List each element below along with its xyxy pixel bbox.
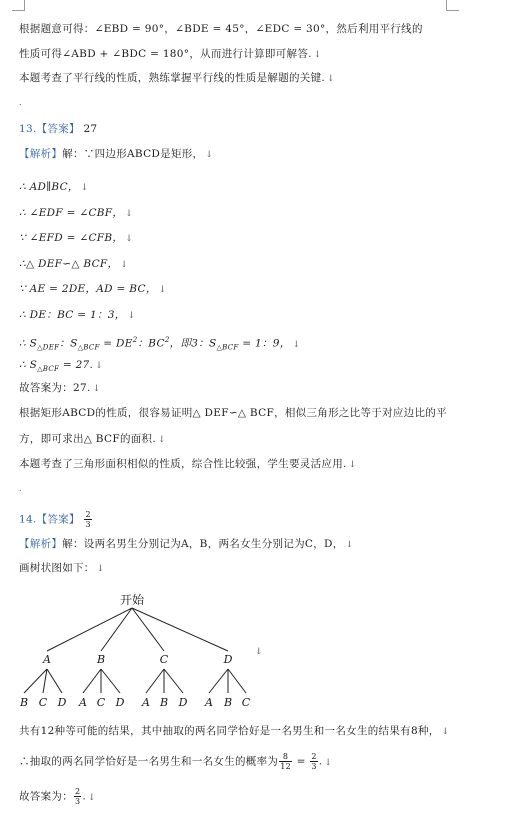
paragraph-mark: ↓	[95, 361, 104, 371]
text-line	[19, 724, 449, 739]
area-ratio-line	[19, 333, 300, 355]
step-text: ∵ ∠EFD = ∠CFB，	[19, 232, 124, 244]
text-line	[19, 561, 104, 576]
line-text: .	[318, 755, 323, 768]
line-text: 故答案为：	[19, 790, 73, 803]
tree-branch-line	[47, 608, 132, 651]
superscript: 2	[164, 336, 170, 344]
question-number: 14.	[19, 513, 37, 526]
tree-branch-line	[146, 669, 164, 693]
step-line	[19, 257, 128, 272]
page-corner-left	[12, 0, 25, 11]
tree-node-level2: B	[19, 696, 29, 709]
tree-node-level2: B	[223, 696, 233, 709]
tree-node-level2: A	[142, 696, 150, 709]
fraction-numerator: 2	[85, 510, 91, 519]
line-text: =	[292, 755, 310, 768]
tree-node-level1: B	[96, 653, 106, 666]
paragraph-mark: ↓	[127, 311, 136, 321]
step-line	[19, 180, 89, 195]
step-text: ∴ ∠EDF = ∠CBF，	[19, 207, 124, 219]
step-line	[19, 282, 166, 297]
tree-node-level2: A	[79, 696, 87, 709]
step-text: ∴ DE：BC = 1：3，	[19, 309, 126, 321]
analysis-text: 解：∵四边形ABCD是矩形，	[62, 148, 204, 160]
tree-node-level2: B	[159, 696, 169, 709]
text-line	[19, 432, 166, 447]
superscript: 2	[132, 336, 138, 344]
tree-branch-line	[132, 608, 164, 651]
subscript: △BCF	[77, 343, 100, 352]
question-14-analysis	[19, 537, 353, 552]
text-line	[19, 71, 335, 86]
tree-node-level2: A	[205, 696, 213, 709]
step-text: ：BC	[137, 337, 165, 350]
paragraph-mark: ↓	[345, 540, 354, 550]
analysis-text: 解：设两名男生分别记为A，B，两名女生分别记为C，D，	[62, 538, 344, 550]
text-line	[19, 406, 447, 420]
tree-node-level1: C	[159, 653, 169, 666]
line-text: 根据题意可得：∠EBD = 90°，∠BDE = 45°，∠EDC = 30°，然后利用平行线的	[19, 23, 423, 35]
fraction	[74, 787, 81, 806]
paragraph-mark: ↓	[125, 234, 134, 244]
paragraph-mark: ↓	[292, 339, 301, 350]
tree-diagram	[19, 585, 279, 715]
text-line	[19, 22, 423, 36]
question-13-analysis	[19, 147, 213, 162]
tree-node-level1: A	[43, 653, 51, 666]
line-text: 性质可得∠ABD + ∠BDC = 180°，从而进行计算即可解答.	[19, 48, 312, 60]
paragraph-mark: ↓	[96, 564, 105, 574]
fraction-numerator: 8	[279, 752, 292, 762]
question-number: 13.	[19, 123, 37, 135]
paragraph-mark: ↓	[125, 209, 134, 219]
step-text: ∴ S	[19, 337, 38, 350]
probability-line	[19, 752, 332, 771]
empty-paragraph-mark: .	[19, 484, 22, 493]
tree-branch-line	[83, 669, 101, 693]
tree-branch-line	[101, 608, 132, 651]
text-line	[19, 457, 356, 472]
final-answer-line	[19, 787, 96, 806]
subscript: △BCF	[37, 365, 60, 374]
step-line	[19, 206, 133, 221]
paragraph-mark: ↓	[348, 460, 357, 470]
tree-branch-line	[209, 669, 228, 693]
page-corner-right	[446, 0, 459, 11]
area-result-line	[19, 358, 103, 376]
line-text: 方，即可求出△ BCF的面积.	[19, 433, 156, 445]
fraction-numerator: 2	[311, 752, 317, 761]
answer-value: 27	[83, 123, 98, 135]
line-text: ∴抽取的两名同学恰好是一名男生和一名女生的概率为	[19, 755, 279, 768]
tree-branch-line	[228, 669, 246, 693]
step-text: ：S	[59, 337, 78, 350]
line-text: 本题考查了三角形面积相似的性质，综合性比较强，学生要灵活应用.	[19, 458, 347, 470]
text-line	[19, 47, 322, 62]
paragraph-mark: ↓	[120, 260, 129, 270]
step-text: = 1：9，	[238, 337, 291, 350]
tree-root-label: 开始	[119, 593, 145, 607]
paragraph-mark: ↓	[80, 183, 89, 193]
fraction-denominator: 3	[85, 520, 91, 529]
step-line	[19, 231, 133, 246]
step-text: ∴ AD∥BC，	[19, 181, 79, 193]
line-text: 根据矩形ABCD的性质，很容易证明△ DEF∽△ BCF，相似三角形之比等于对应边比的平	[19, 407, 447, 419]
tree-node-level2: D	[178, 696, 188, 709]
tree-node-level2: C	[241, 696, 251, 709]
step-line	[19, 308, 135, 323]
step-text: = 27.	[59, 359, 94, 371]
fraction-denominator: 3	[75, 797, 81, 806]
tree-branch-line	[101, 669, 120, 693]
paragraph-mark: ↓	[324, 757, 333, 768]
line-text: .	[82, 790, 87, 803]
analysis-tag: 【解析】	[19, 148, 63, 160]
tree-node-level2: C	[96, 696, 106, 709]
question-14-answer	[19, 510, 93, 529]
fraction-numerator: 2	[75, 787, 81, 796]
fraction	[279, 752, 292, 771]
line-text: 共有12种等可能的结果，其中抽取的两名同学恰好是一名男生和一名女生的结果有8种，	[19, 725, 440, 737]
answer-tag: 【答案】	[36, 123, 80, 135]
step-text: ∵ AE = 2DE，AD = BC，	[19, 283, 157, 295]
tree-branch-line	[164, 669, 183, 693]
paragraph-mark: ↓	[313, 50, 322, 60]
tree-node-level2: D	[57, 696, 67, 709]
analysis-tag: 【解析】	[19, 538, 63, 550]
paragraph-mark: ↓	[441, 727, 450, 737]
paragraph-mark: ↓	[255, 647, 263, 657]
line-text: 本题考查了平行线的性质，熟练掌握平行线的性质是解题的关键.	[19, 72, 326, 84]
answer-fraction	[84, 510, 91, 529]
step-text: ∴ S	[19, 359, 38, 371]
answer-tag: 【答案】	[36, 513, 80, 526]
tree-node-level2: C	[38, 696, 48, 709]
fraction-denominator: 3	[311, 762, 317, 771]
tree-node-level1: D	[223, 653, 233, 666]
text-line	[19, 381, 100, 396]
paragraph-mark: ↓	[205, 150, 214, 160]
paragraph-mark: ↓	[158, 285, 167, 295]
question-13-answer	[19, 122, 97, 136]
line-text: 故答案为：27.	[19, 382, 91, 394]
step-text: = DE	[99, 337, 133, 350]
step-text: ，即3：S	[169, 337, 217, 350]
tree-branch-line	[132, 608, 228, 651]
step-text: ∴△ DEF∽△ BCF，	[19, 258, 119, 270]
paragraph-mark: ↓	[327, 74, 335, 84]
paragraph-mark: ↓	[92, 384, 101, 394]
tree-node-level2: D	[115, 696, 125, 709]
subscript: △DEF	[37, 343, 60, 352]
tree-branch-line	[47, 669, 62, 693]
paragraph-mark: ↓	[88, 792, 96, 803]
fraction-denominator: 12	[280, 762, 291, 771]
paragraph-mark: ↓	[157, 435, 166, 445]
fraction	[310, 752, 317, 771]
empty-paragraph-mark: .	[19, 98, 22, 107]
subscript: △BCF	[216, 343, 239, 352]
line-text: 画树状图如下：	[19, 562, 95, 574]
